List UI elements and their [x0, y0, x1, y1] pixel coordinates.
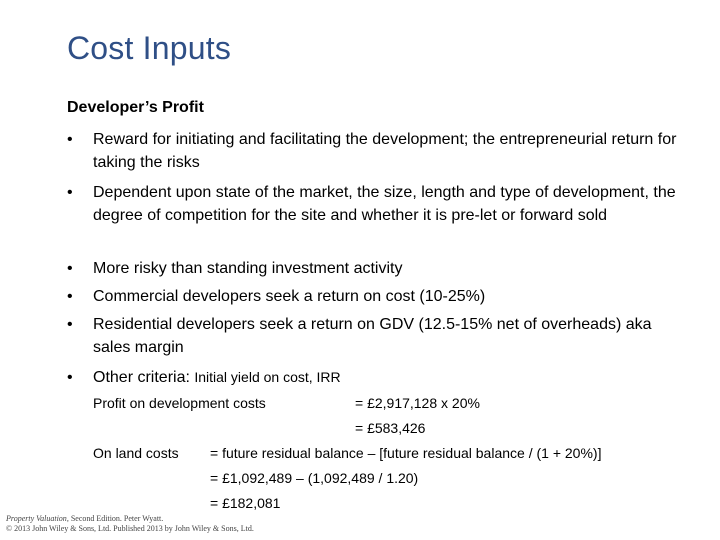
bullet-marker: •: [67, 260, 73, 277]
book-title: Property Valuation: [6, 514, 67, 523]
bullet-item: [67, 285, 692, 308]
bullet-item: [67, 366, 692, 389]
bullet-text: Dependent upon state of the market, the size, length and type of development, the degree of competition for the site and whether it is pre-let or forward sold: [93, 184, 676, 224]
bullet-marker: •: [67, 369, 73, 386]
land-costs-line-1: = future residual balance – [future residual balance / (1 + 20%)]: [210, 445, 602, 461]
dev-costs-line-1: = £2,917,128 x 20%: [355, 395, 480, 411]
bullet-text: Commercial developers seek a return on cost (10-25%): [93, 288, 486, 305]
bullet-text: [67, 366, 692, 389]
bullet-item: [67, 128, 692, 174]
bullet-text: Residential developers seek a return on GDV (12.5-15% net of overheads) aka sales margin: [93, 316, 652, 356]
bullet-marker: •: [67, 288, 73, 305]
bullet-marker: •: [67, 131, 73, 148]
bullet-marker: •: [67, 184, 73, 201]
other-criteria-lead: Other criteria:: [93, 369, 195, 386]
slide-title: Cost Inputs: [67, 30, 232, 66]
footer-line-2: © 2013 John Wiley & Sons, Ltd. Published 2013 by John Wiley & Sons, Ltd.: [6, 524, 254, 533]
copyright-footer: [6, 514, 254, 534]
other-criteria-detail: Initial yield on cost, IRR: [194, 369, 341, 385]
bullet-item: [67, 313, 692, 359]
bullet-item: [67, 181, 692, 227]
land-costs-label: On land costs: [93, 445, 179, 461]
footer-line-1: [6, 514, 254, 524]
bullet-text: More risky than standing investment activity: [93, 260, 403, 277]
bullet-marker: •: [67, 316, 73, 333]
dev-costs-line-2: = £583,426: [355, 420, 426, 436]
bullet-item: [67, 257, 692, 280]
bullet-text: Reward for initiating and facilitating the development; the entrepreneurial return for taking the risks: [93, 131, 677, 171]
land-costs-line-3: = £182,081: [210, 495, 281, 511]
land-costs-line-2: = £1,092,489 – (1,092,489 / 1.20): [210, 470, 419, 486]
dev-costs-label: Profit on development costs: [93, 395, 266, 411]
book-edition: , Second Edition. Peter Wyatt.: [66, 514, 164, 523]
section-heading: Developer’s Profit: [67, 99, 204, 116]
